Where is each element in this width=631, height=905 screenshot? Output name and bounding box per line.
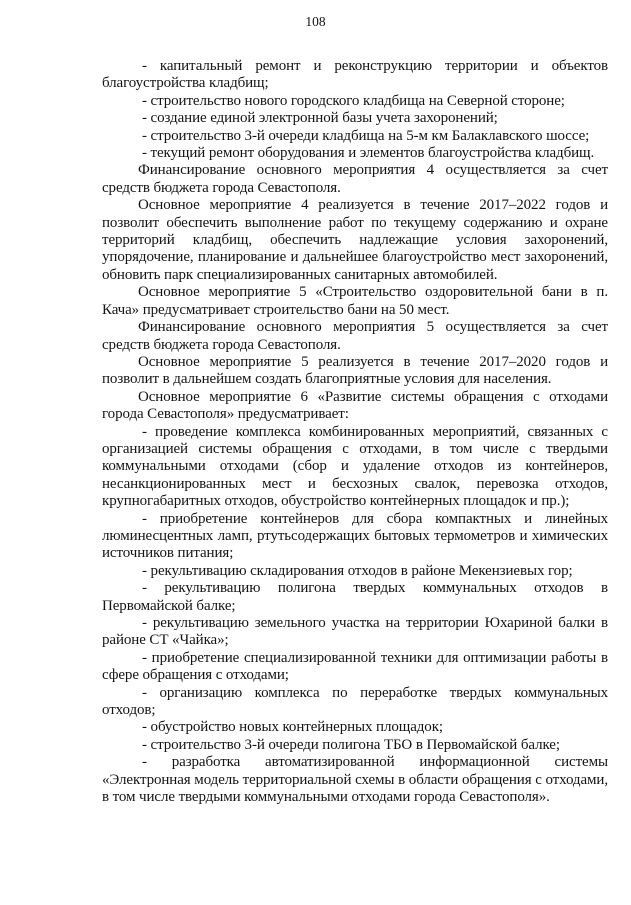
list-item: - разработка автоматизированной информационной системы «Электронная модель территориальной схемы в области обращения с отходами, в том числе твердыми коммунальными отходами города Севастополя». xyxy=(102,754,608,806)
list-item: - строительство нового городского кладбища на Северной стороне; xyxy=(142,92,565,109)
paragraph: Основное мероприятие 6 «Развитие системы обращения с отходами города Севастополя» предусматривает: xyxy=(102,388,608,423)
list-item: - проведение комплекса комбинированных мероприятий, связанных с организацией системы обращения с отходами, в том числе с твердыми коммунальными отходами (сбор и удаление отходов из контейнеров, несанкционированных мест и бесхозных свалок, перевозка отходов, крупногабаритных отходов, обустройство контейнерных площадок и пр.); xyxy=(102,423,608,510)
list-item: - рекультивацию полигона твердых коммунальных отходов в Первомайской балке; xyxy=(102,580,608,614)
list-item: - строительство 3-й очереди полигона ТБО в Первомайской балке; xyxy=(142,736,560,753)
paragraph: Основное мероприятие 5 «Строительство оздоровительной бани в п. Кача» предусматривает строительство бани на 50 мест. xyxy=(102,284,608,318)
list-item: - организацию комплекса по переработке твердых коммунальных отходов; xyxy=(102,684,608,719)
list-item: - строительство 3-й очереди кладбища на 5-м км Балаклавского шоссе; xyxy=(142,127,590,144)
paragraph: Финансирование основного мероприятия 5 осуществляется за счет средств бюджета города Севастополя. xyxy=(102,319,608,353)
list-item: - обустройство новых контейнерных площадок; xyxy=(142,719,443,736)
list-item: - создание единой электронной базы учета захоронений; xyxy=(142,110,498,127)
paragraph: Основное мероприятие 4 реализуется в течение 2017–2022 годов и позволит обеспечить выполнение работ по текущему содержанию и охране территорий кладбищ, обеспечить надлежащие условия захоронений, упорядочение, планирование и дальнейшее благоустройство мест захоронений, обновить парк специализированных санитарных автомобилей. xyxy=(102,197,608,283)
paragraph: Основное мероприятие 5 реализуется в течение 2017–2020 годов и позволит в дальнейшем создать благоприятные условия для населения. xyxy=(102,353,608,388)
document-body xyxy=(102,58,608,806)
paragraph: Финансирование основного мероприятия 4 осуществляется за счет средств бюджета города Севастополя. xyxy=(102,162,608,196)
page-number: 108 xyxy=(305,14,326,29)
list-item: - капитальный ремонт и реконструкцию территории и объектов благоустройства кладбищ; xyxy=(102,58,608,92)
list-item: - рекультивацию складирования отходов в районе Мекензиевых гор; xyxy=(142,562,573,579)
list-item: - текущий ремонт оборудования и элементов благоустройства кладбищ. xyxy=(142,145,595,162)
list-item: - рекультивацию земельного участка на территории Юхариной балки в районе СТ «Чайка»; xyxy=(102,615,608,649)
list-item: - приобретение специализированной техники для оптимизации работы в сфере обращения с отходами; xyxy=(102,649,608,684)
list-item: - приобретение контейнеров для сбора компактных и линейных люминесцентных ламп, ртутьсодержащих бытовых термометров и химических источников питания; xyxy=(102,510,608,562)
